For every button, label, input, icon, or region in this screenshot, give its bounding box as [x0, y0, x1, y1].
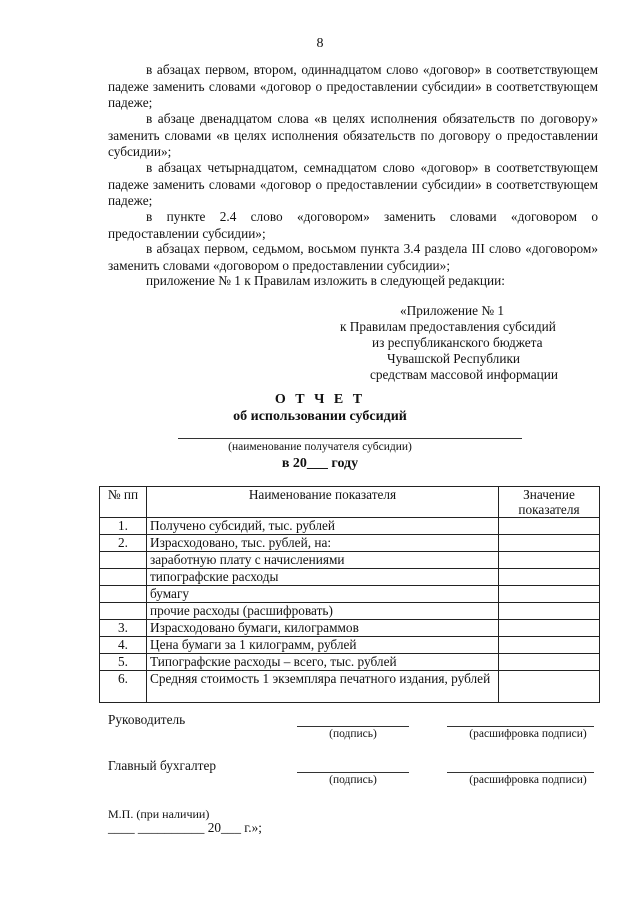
header-name: Наименование показателя — [147, 487, 499, 518]
table-row — [100, 552, 600, 569]
report-title: О Т Ч Е Т — [274, 392, 366, 407]
report-subtitle: об использовании субсидий — [233, 409, 407, 424]
table-row — [100, 535, 600, 552]
table-header-row — [100, 487, 600, 518]
table-row — [100, 586, 600, 603]
row-name: Израсходовано бумаги, килограммов — [147, 620, 499, 637]
row-num: 4. — [100, 637, 147, 654]
row-name: типографские расходы — [147, 569, 499, 586]
stamp-note: М.П. (при наличии) — [108, 807, 210, 821]
head-signature-label: Руководитель — [108, 712, 186, 727]
amendment-text: приложение № 1 к Правилам изложить в следующей редакции: — [146, 273, 505, 288]
table-row — [100, 603, 600, 620]
appendix-header-line: из республиканского бюджета — [372, 335, 543, 350]
row-value[interactable] — [499, 586, 600, 603]
row-num: 3. — [100, 620, 147, 637]
row-name: Типографские расходы – всего, тыс. рублей — [147, 654, 499, 671]
header-num: № пп — [100, 487, 147, 518]
accountant-decipher-line[interactable] — [447, 772, 594, 773]
row-name: Цена бумаги за 1 килограмм, рублей — [147, 637, 499, 654]
head-decipher-line[interactable] — [447, 726, 594, 727]
amendment-paragraph — [108, 209, 598, 242]
table-row — [100, 654, 600, 671]
date-line: ____ __________ 20___ г.»; — [108, 820, 262, 835]
row-value[interactable] — [499, 637, 600, 654]
row-num — [100, 569, 147, 586]
recipient-hint: (наименование получателя субсидии) — [228, 441, 412, 453]
amendment-paragraph — [108, 62, 598, 112]
table-row — [100, 518, 600, 535]
row-name: Средняя стоимость 1 экземпляра печатного издания, рублей — [147, 671, 499, 703]
amendment-text: в пункте 2.4 слово «договором» заменить словами «договором о предоставлении субсидии»; — [108, 209, 598, 241]
row-name: бумагу — [147, 586, 499, 603]
report-table — [99, 486, 600, 703]
amendment-paragraph — [108, 160, 598, 210]
table-row — [100, 637, 600, 654]
amendment-text: в абзацах четырнадцатом, семнадцатом слово «договор» в соответствующем падеже заменить словами «договор о предоставлении субсидии» в соответствующем падеже; — [108, 160, 598, 208]
head-decipher-hint: (расшифровка подписи) — [469, 728, 587, 740]
accountant-decipher-hint: (расшифровка подписи) — [469, 774, 587, 786]
row-name: заработную плату с начислениями — [147, 552, 499, 569]
accountant-signature-line[interactable] — [297, 772, 409, 773]
row-name: Израсходовано, тыс. рублей, на: — [147, 535, 499, 552]
appendix-header-line: к Правилам предоставления субсидий — [340, 319, 556, 334]
appendix-header-line: средствам массовой информации — [370, 367, 558, 382]
row-name: Получено субсидий, тыс. рублей — [147, 518, 499, 535]
row-num — [100, 586, 147, 603]
appendix-header-line: Чувашской Республики — [387, 351, 521, 366]
accountant-signature-hint: (подпись) — [329, 774, 377, 786]
amendment-text: в абзаце двенадцатом слова «в целях исполнения обязательств по договору» заменить словами «в целях исполнения обязательств по договору о предоставлении субсидии»; — [108, 111, 598, 159]
row-num: 6. — [100, 671, 147, 703]
report-year: в 20___ году — [281, 456, 359, 471]
row-value[interactable] — [499, 620, 600, 637]
head-signature-line[interactable] — [297, 726, 409, 727]
table-row — [100, 569, 600, 586]
table-row — [100, 671, 600, 703]
accountant-signature-label: Главный бухгалтер — [108, 758, 217, 773]
recipient-blank-line — [178, 438, 522, 439]
row-value[interactable] — [499, 535, 600, 552]
amendment-paragraph — [108, 273, 598, 290]
amendment-text: в абзацах первом, втором, одиннадцатом слово «договор» в соответствующем падеже заменить словами «договор о предоставлении субсидии» в соответствующем падеже; — [108, 62, 598, 110]
head-signature-hint: (подпись) — [329, 728, 377, 740]
appendix-header-line: «Приложение № 1 — [400, 303, 504, 318]
table-row — [100, 620, 600, 637]
row-value[interactable] — [499, 518, 600, 535]
row-value[interactable] — [499, 603, 600, 620]
row-value[interactable] — [499, 569, 600, 586]
header-value: Значение показателя — [499, 487, 600, 518]
page-number: 8 — [316, 36, 324, 51]
row-name: прочие расходы (расшифровать) — [147, 603, 499, 620]
row-value[interactable] — [499, 671, 600, 703]
amendment-text: в абзацах первом, седьмом, восьмом пункта 3.4 раздела III слово «договором» заменить словами «договором о предоставлении субсидии»; — [108, 241, 598, 273]
row-num — [100, 603, 147, 620]
amendment-paragraph — [108, 111, 598, 161]
row-num: 1. — [100, 518, 147, 535]
amendment-paragraph — [108, 241, 598, 274]
row-num: 5. — [100, 654, 147, 671]
row-num: 2. — [100, 535, 147, 552]
row-num — [100, 552, 147, 569]
row-value[interactable] — [499, 654, 600, 671]
row-value[interactable] — [499, 552, 600, 569]
